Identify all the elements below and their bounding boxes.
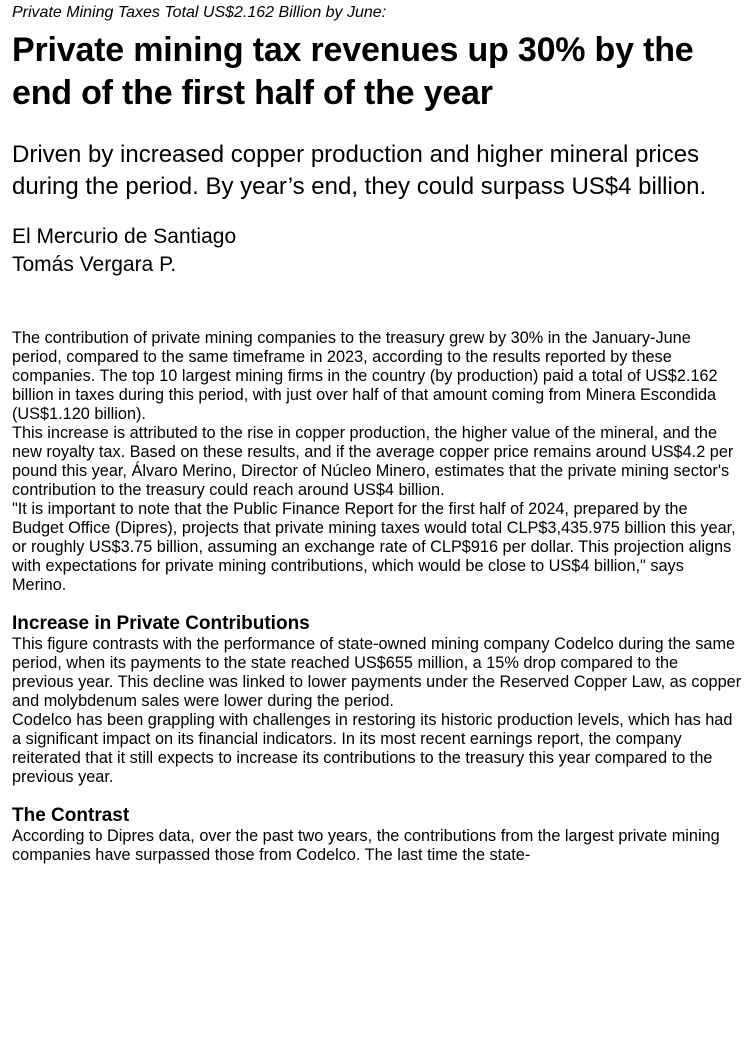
subheadline: Driven by increased copper production and higher mineral prices during the period. By year’s end, they could surpass US$4 billion. [12, 141, 707, 200]
author-name: Tomás Vergara P. [12, 253, 177, 276]
section-heading-contrast: The Contrast [12, 805, 130, 826]
headline: Private mining tax revenues up 30% by the end of the first half of the year [12, 31, 694, 112]
article [12, 0, 742, 865]
byline [12, 223, 742, 279]
body-paragraph: According to Dipres data, over the past two years, the contributions from the largest private mining companies have surpassed those from Codelco. The last time the state- [12, 827, 720, 864]
body-paragraph: This figure contrasts with the performance of state-owned mining company Codelco during the same period, when its payments to the state reached US$655 million, a 15% drop compared to the previous year. This decline was linked to lower payments under the Reserved Copper Law, as copper and molybdenum sales were lower during the period. [12, 635, 742, 710]
body-paragraph: The contribution of private mining companies to the treasury grew by 30% in the January-June period, compared to the same timeframe in 2023, according to the results reported by these companies. The top 10 largest mining firms in the country (by production) paid a total of US$2.162 billion in taxes during this period, with just over half of that amount coming from Minera Escondida (US$1.120 billion). [12, 329, 718, 423]
section-heading-increase: Increase in Private Contributions [12, 613, 310, 634]
kicker: Private Mining Taxes Total US$2.162 Billion by June: [12, 4, 387, 21]
body-paragraph: "It is important to note that the Public Finance Report for the first half of 2024, prepared by the Budget Office (Dipres), projects that private mining taxes would total CLP$3,435.975 billion this year, or roughly US$3.75 billion, assuming an exchange rate of CLP$916 per dollar. This projection aligns with expectations for private mining contributions, which would be close to US$4 billion," says Merino. [12, 500, 736, 594]
body-paragraph: This increase is attributed to the rise in copper production, the higher value of the mineral, and the new royalty tax. Based on these results, and if the average copper price remains around US$4.2 per pound this year, Álvaro Merino, Director of Núcleo Minero, estimates that the private mining sector's contribution to the treasury could reach around US$4 billion. [12, 424, 734, 499]
body-paragraph: Codelco has been grappling with challenges in restoring its historic production levels, which has had a significant impact on its financial indicators. In its most recent earnings report, the company reiterated that it still expects to increase its contributions to the treasury this year compared to the previous year. [12, 711, 733, 786]
source-name: El Mercurio de Santiago [12, 225, 237, 248]
article-body [12, 329, 742, 865]
